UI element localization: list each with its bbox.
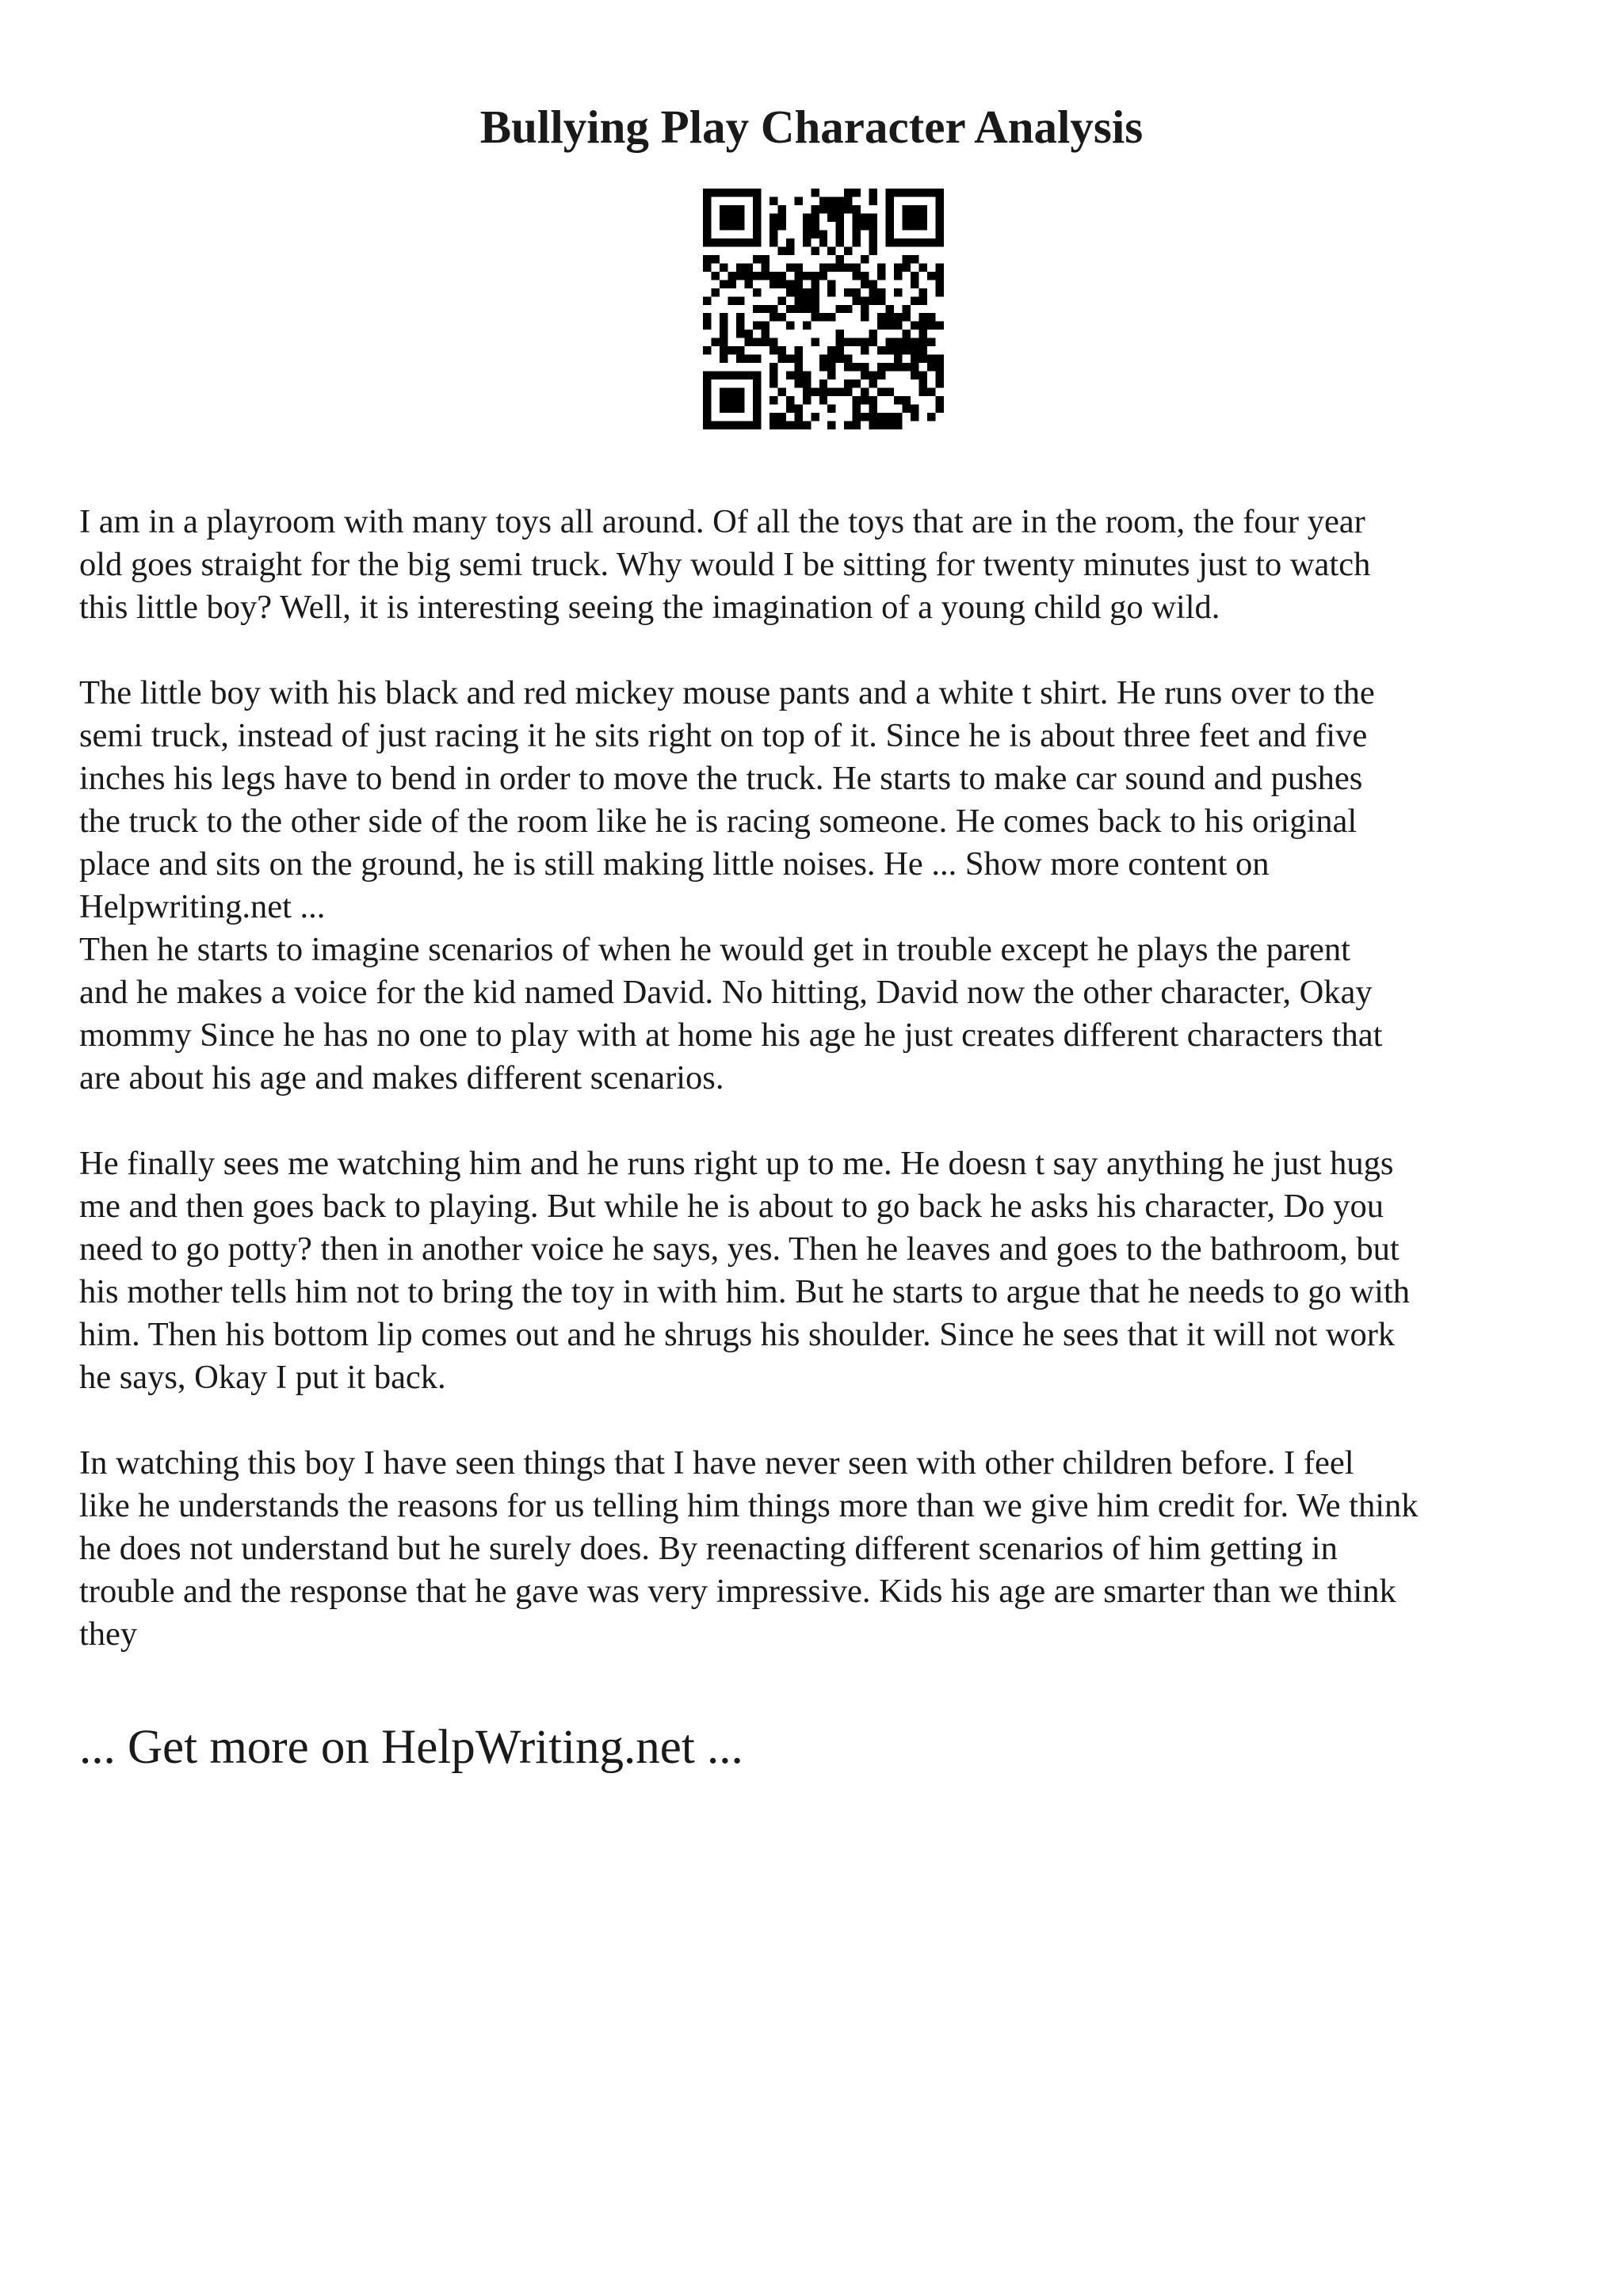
- body-text: [79, 501, 1569, 1656]
- paragraph-4: He finally sees me watching him and he runs right up to me. He doesn t say anything he just hugs me and then goes back to playing. But while he is about to go back he asks his character, Do you need to go potty? then in another voice he says, yes. Then he leaves and goes to the bathroom, but his mother tells him not to bring the toy in with him. But he starts to argue that he needs to go with him. Then his bottom lip comes out and he shrugs his shoulder. Since he sees that it will not work he says, Okay I put it back.: [79, 1145, 1410, 1396]
- paragraph-2: The little boy with his black and red mickey mouse pants and a white t shirt. He runs over to the semi truck, instead of just racing it he sits right on top of it. Since he is about three feet and five inches his legs have to bend in order to move the truck. He starts to make car sound and pushes the truck to the other side of the room like he is racing someone. He comes back to his original place and sits on the ground, he is still making little noises. He ... Show more content on Helpwriting.net ...: [79, 674, 1375, 925]
- paragraph-1: I am in a playroom with many toys all around. Of all the toys that are in the room, the four year old goes straight for the big semi truck. Why would I be sitting for twenty minutes just to watch this little boy? Well, it is interesting seeing the imagination of a young child go wild.: [79, 503, 1371, 626]
- paragraph-gap: [79, 1399, 1569, 1442]
- paragraph-gap: [79, 1100, 1569, 1142]
- document-title: Bullying Play Character Analysis: [479, 101, 1144, 153]
- paragraph-gap: [79, 629, 1569, 672]
- get-more-link[interactable]: ... Get more on HelpWriting.net ...: [79, 1721, 743, 1774]
- qr-code: [703, 189, 944, 429]
- paragraph-5: In watching this boy I have seen things that I have never seen with other children before. I feel like he understands the reasons for us telling him things more than we give him credit for. We think he does not understand but he surely does. By reenacting different scenarios of him getting in trouble and the response that he gave was very impressive. Kids his age are smarter than we think they: [79, 1444, 1419, 1653]
- paragraph-3: Then he starts to imagine scenarios of when he would get in trouble except he plays the parent and he makes a voice for the kid named David. No hitting, David now the other character, Okay mommy Since he has no one to play with at home his age he just creates different characters that are about his age and makes different scenarios.: [79, 931, 1383, 1097]
